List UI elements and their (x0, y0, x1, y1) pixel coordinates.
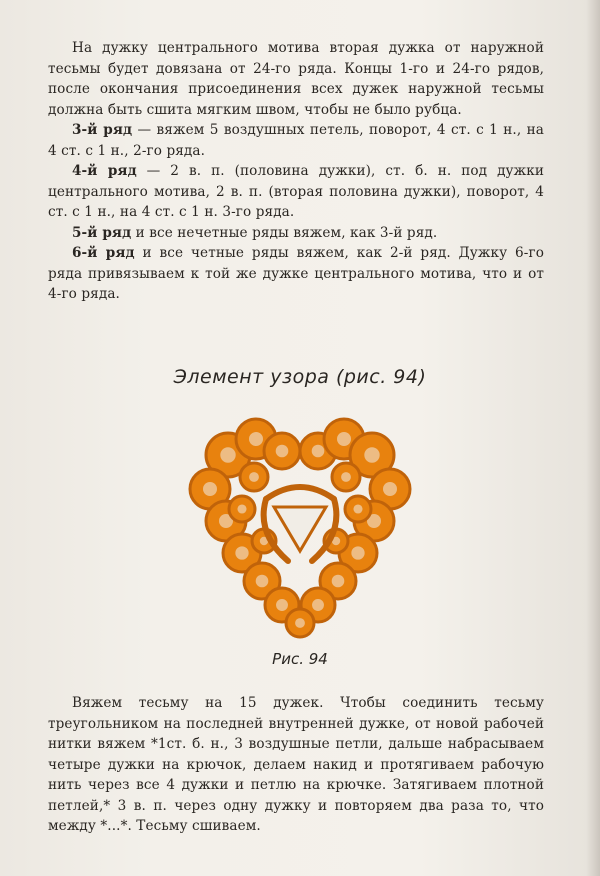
row-6-text: и все четные ряды вяжем, как 2-й ряд. Дужку 6-го ряда привязываем к той же дужке центрального мотива, что и от 4-го ряда. (48, 245, 544, 302)
section-heading: Элемент узора (рис. 94) (173, 366, 427, 388)
crochet-loop-hole (341, 472, 351, 482)
crochet-loop-hole (249, 472, 259, 482)
crochet-loop-hole (332, 575, 345, 588)
intro-paragraph (48, 38, 544, 120)
crochet-loop-hole (256, 575, 269, 588)
crochet-loop-hole (312, 599, 324, 611)
row-3-text: — вяжем 5 воздушных петель, поворот, 4 ст. с 1 н., на 4 ст. с 1 н., 2-го ряда. (48, 122, 544, 159)
crochet-loop-hole (351, 546, 364, 559)
chain-arch (266, 487, 334, 499)
row-6-label: 6-й ряд (72, 245, 135, 261)
crochet-loop-hole (235, 546, 248, 559)
crochet-motif-image (170, 405, 430, 645)
row-5-paragraph (48, 223, 544, 244)
row-5-text: и все нечетные ряды вяжем, как 3-й ряд. (131, 224, 438, 241)
crochet-loop-hole (383, 482, 397, 496)
crochet-loop-hole (249, 432, 263, 446)
page-spine-shadow (586, 0, 600, 876)
crochet-loop-hole (276, 445, 289, 458)
crochet-loop-hole (220, 447, 235, 462)
crochet-loop-hole (312, 445, 325, 458)
row-5-label: 5-й ряд (72, 224, 132, 241)
inner-triangle-opening (274, 507, 326, 551)
row-4-label: 4-й ряд (72, 163, 137, 179)
intro-paragraph-text: На дужку центрального мотива вторая дужка от наружной тесьмы будет довязана от 24-го ряда. Концы 1-го и 24-го рядов, после окончания присоединения всех дужек наружной тесьмы должна быть сшита мягким швом, чтобы не было рубца. (48, 40, 544, 118)
crochet-loop-hole (276, 599, 288, 611)
figure-caption: Рис. 94 (272, 650, 328, 668)
row-4-paragraph (48, 161, 544, 223)
crochet-loop-hole (353, 504, 362, 513)
row-3-paragraph (48, 120, 544, 161)
row-3-label: 3-й ряд (72, 122, 133, 138)
bottom-paragraph: Вяжем тесьму на 15 дужек. Чтобы соединить тесьму треугольником на последней внутренней дужке, от новой рабочей нитки вяжем *1ст. б. н., 3 воздушные петли, дальше набрасываем четыре дужки на крючок, делаем накид и протягиваем рабочую нить через все 4 дужки и петлю на крючке. Затягиваем плотной петлей,* 3 в. п. через одну дужку и повторяем два раза то, что между *...*. Тесьму сшиваем. (48, 695, 544, 834)
row-6-paragraph (48, 243, 544, 305)
crochet-loop-hole (364, 447, 379, 462)
crochet-loop-hole (337, 432, 351, 446)
crochet-loop-hole (237, 504, 246, 513)
crochet-motif-figure (170, 405, 430, 645)
row-4-text: — 2 в. п. (половина дужки), ст. б. н. под дужки центрального мотива, 2 в. п. (вторая половина дужки), поворот, 4 ст. с 1 н., на 4 ст. с 1 н. 3-го ряда. (48, 163, 544, 220)
top-text-block (48, 38, 544, 305)
crochet-loop-hole (203, 482, 217, 496)
bottom-text-block (48, 693, 544, 837)
crochet-loop-hole (295, 618, 305, 628)
